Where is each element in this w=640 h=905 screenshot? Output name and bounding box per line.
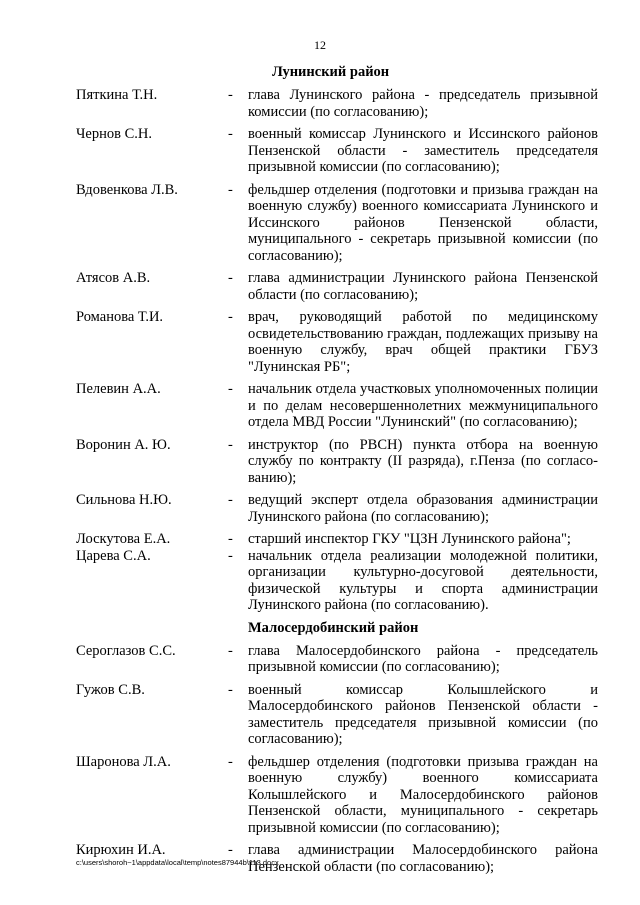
dash: -	[228, 309, 233, 325]
dash: -	[228, 270, 233, 286]
member-name: Воронин А. Ю.	[76, 436, 171, 453]
list-item	[76, 437, 598, 487]
list-item	[76, 309, 598, 375]
page-number: 12	[314, 38, 326, 52]
member-name: Сероглазов С.С.	[76, 642, 176, 659]
list-item	[76, 754, 598, 837]
member-name: Сильнова Н.Ю.	[76, 492, 172, 508]
member-name: Чернов С.Н.	[76, 126, 152, 142]
dash: -	[228, 753, 233, 770]
list-item	[76, 643, 598, 676]
dash: -	[228, 681, 233, 698]
member-name: Атясов А.В.	[76, 270, 151, 286]
list-item	[76, 381, 598, 431]
member-name: Вдовенкова Л.В.	[76, 181, 178, 198]
footer-file-path: c:\users\shoroh~1\appdata\local\temp\notes87944b\113.docx	[76, 858, 279, 867]
list-item	[76, 531, 598, 548]
commission-list	[76, 64, 598, 881]
member-role: глава Малосердобинского района - председатель призывной комиссии (по согласованию);	[248, 642, 598, 675]
section-title-luninsky: Лунинский район	[272, 64, 390, 80]
member-role: старший инспектор ГКУ "ЦЗН Лунинского района";	[248, 531, 571, 547]
dash: -	[228, 181, 233, 198]
member-role: инструктор (по РВСН) пункта отбора на военную службу по контракту (II разряда), г.Пенза (по согласо-ванию);	[248, 436, 598, 486]
dash: -	[228, 547, 233, 564]
dash: -	[228, 126, 233, 142]
section-title-maloserdobinsky: Малосердобинский район	[248, 619, 419, 636]
dash: -	[228, 381, 233, 397]
member-role: фельдшер отделения (подготовки призыва граждан на военную службу) военного комиссариата Колышлейского и Малосердобинского районов Пензенской области, муниципального - секретарь призывной комиссии (по согласованию);	[248, 753, 598, 836]
dash: -	[228, 642, 233, 659]
dash: -	[228, 87, 233, 103]
dash: -	[228, 842, 233, 858]
list-item	[76, 270, 598, 303]
list-item	[76, 548, 598, 614]
member-name: Шаронова Л.А.	[76, 753, 171, 770]
member-name: Гужов С.В.	[76, 681, 145, 698]
dash: -	[228, 531, 233, 547]
member-name: Романова Т.И.	[76, 309, 164, 325]
member-role: начальник отдела участковых уполномоченных полиции и по делам несовершеннолетних межмуниципального отдела МВД России "Лунинский" (по согласованию);	[248, 381, 598, 430]
list-item	[76, 87, 598, 120]
member-name: Кирюхин И.А.	[76, 842, 166, 858]
list-item	[76, 492, 598, 525]
member-role: ведущий эксперт отдела образования администрации Лунинского района (по согласованию);	[248, 492, 598, 525]
member-role: глава администрации Малосердобинского района Пензенской области (по согласованию);	[248, 842, 598, 875]
dash: -	[228, 492, 233, 508]
member-role: врач, руководящий работой по медицинскому освидетельствованию граждан, подлежащих призыву на военную службу, врач общей практики ГБУЗ "Лунинская РБ";	[248, 309, 598, 375]
member-role: военный комиссар Лунинского и Иссинского районов Пензенской области - заместитель председателя призывной комиссии (по согласованию);	[248, 126, 598, 175]
list-item	[76, 682, 598, 748]
member-role: начальник отдела реализации молодежной политики, организации культурно-досуговой деятельности, физической культуры и спорта администрации Лунинского района (по согласованию).	[248, 547, 598, 613]
list-item	[76, 182, 598, 265]
member-name: Лоскутова Е.А.	[76, 531, 171, 547]
member-role: фельдшер отделения (подготовки и призыва граждан на военную службу) военного комиссариата Лунинского и Иссинского районов Пензенской области, муниципального - секретарь призывной комиссии (по согласованию);	[248, 181, 598, 264]
member-role: глава администрации Лунинского района Пензенской области (по согласованию);	[248, 270, 598, 303]
member-name: Пелевин А.А.	[76, 381, 161, 397]
member-name: Царева С.А.	[76, 547, 151, 564]
member-role: военный комиссар Колышлейского и Малосердобинского районов Пензенской области - заместитель председателя призывной комиссии (по согласованию);	[248, 681, 598, 747]
member-role: глава Лунинского района - председатель призывной комиссии (по согласованию);	[248, 87, 598, 120]
list-item	[76, 126, 598, 176]
dash: -	[228, 436, 233, 453]
member-name: Пяткина Т.Н.	[76, 87, 158, 103]
